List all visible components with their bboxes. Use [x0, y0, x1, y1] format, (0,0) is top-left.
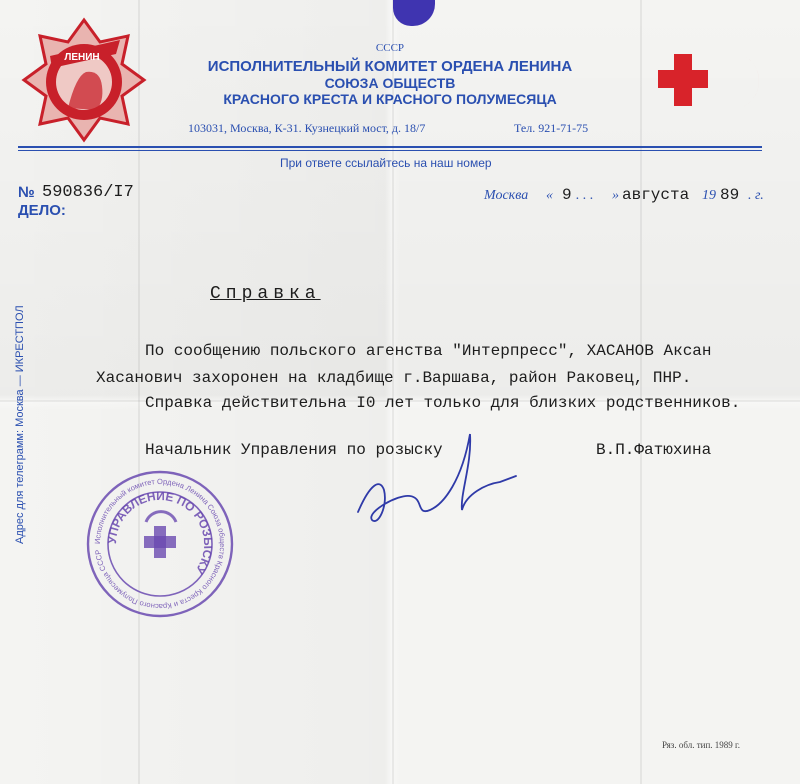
number-label: №: [18, 184, 35, 201]
stamp-inner-text: УПРАВЛЕНИЕ ПО РОЗЫСКУ: [104, 488, 216, 577]
body-line-3: Справка действительна I0 лет только для близких родственников.: [145, 394, 741, 412]
letterhead-rule-bottom: [18, 150, 762, 151]
fold-line: [640, 0, 642, 784]
stamp-outer-text: Исполнительный комитет Ордена Ленина Союза обществ Красного Креста и Красного Полумесяца СССР: [92, 476, 228, 612]
order-of-lenin-emblem-icon: [20, 16, 148, 144]
letterhead-address: 103031, Москва, К-31. Кузнецкий мост, д. 18/7: [188, 121, 426, 135]
emblem-lettering: ЛЕНИН: [64, 52, 100, 63]
date-year-abbr: . г.: [748, 188, 764, 203]
signatory-title: Начальник Управления по розыску: [145, 441, 443, 459]
document-title: Справка: [210, 284, 321, 304]
date-year-prefix: 19: [702, 188, 716, 203]
date-dots: . . .: [576, 188, 594, 203]
document-number: 590836/I7: [42, 183, 134, 202]
red-cross-crescent-icon: [658, 48, 766, 114]
date-close-quote: »: [612, 188, 619, 203]
letterhead-rule-top: [18, 146, 762, 148]
letterhead-org-line-1: ИСПОЛНИТЕЛЬНЫЙ КОМИТЕТ ОРДЕНА ЛЕНИНА: [207, 58, 573, 75]
letterhead-org-line-2: СОЮЗА ОБЩЕСТВ: [324, 75, 456, 91]
date-year-suffix: 89: [720, 186, 740, 204]
ink-blot: [393, 0, 435, 26]
printer-note: Ряз. обл. тип. 1989 г.: [662, 740, 740, 750]
date-month: августа: [622, 186, 690, 204]
date-day: 9: [562, 186, 572, 204]
telegram-address: Адрес для телеграмм: Москва — ИКРЕСТПОЛ: [14, 305, 26, 544]
official-stamp: [84, 468, 236, 620]
letterhead-country: СССР: [375, 42, 405, 54]
delo-label: ДЕЛО:: [18, 202, 66, 219]
reference-note: При ответе ссылайтесь на наш номер: [280, 156, 492, 170]
letterhead-phone: Тел. 921-71-75: [514, 121, 589, 135]
date-city: Москва: [484, 188, 529, 203]
signatory-name: В.П.Фатюхина: [596, 441, 712, 459]
body-line-2: Хасанович захоронен на кладбище г.Варшава, район Раковец, ПНР.: [96, 369, 692, 387]
fold-line: [392, 0, 394, 784]
letterhead-org-line-3: КРАСНОГО КРЕСТА И КРАСНОГО ПОЛУМЕСЯЦА: [223, 91, 557, 107]
handwritten-signature: [350, 424, 520, 534]
body-line-1: По сообщению польского агенства "Интерпресс", ХАСАНОВ Аксан: [145, 342, 712, 360]
date-open-quote: «: [546, 188, 553, 203]
